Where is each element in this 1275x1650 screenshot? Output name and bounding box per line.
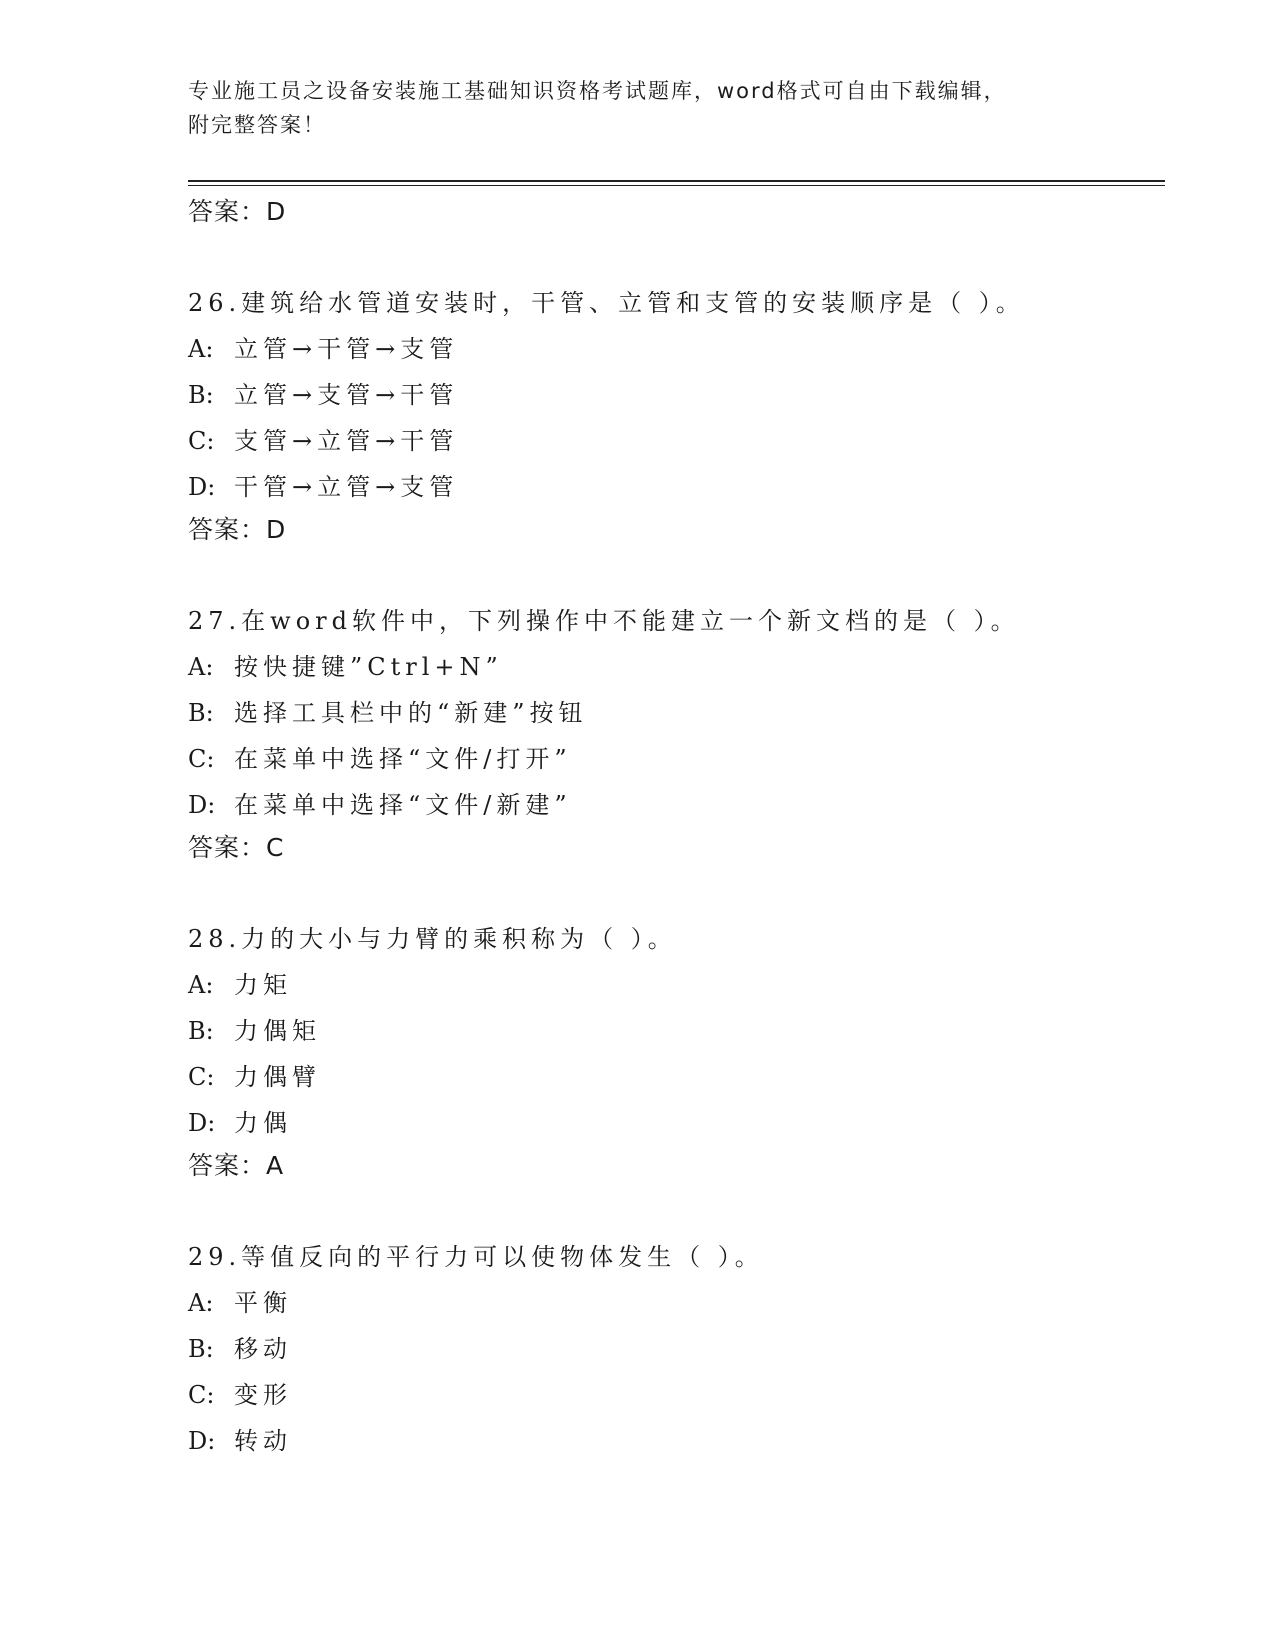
answer-line: 答案：C <box>188 833 285 862</box>
option-b <box>188 1008 1148 1054</box>
option-text: 在菜单中选择“文件/新建” <box>234 791 572 819</box>
option-letter: C: <box>188 1381 215 1409</box>
option-text: 转动 <box>234 1427 292 1455</box>
answer-line: 答案：D <box>188 197 287 226</box>
document-body <box>188 192 1148 1464</box>
option-text: 在菜单中选择“文件/打开” <box>234 745 572 773</box>
answer-line: 答案：A <box>188 1151 285 1180</box>
option-text: 变形 <box>234 1381 292 1409</box>
option-text: 平衡 <box>234 1289 292 1317</box>
option-text: 选择工具栏中的“新建”按钮 <box>234 699 588 727</box>
question-26 <box>188 280 1148 550</box>
question-title: 26.建筑给水管道安装时，干管、立管和支管的安装顺序是（ ）。 <box>188 289 1025 317</box>
option-letter: D: <box>188 1427 216 1455</box>
option-letter: D: <box>188 473 216 501</box>
option-a <box>188 644 1148 690</box>
option-text: 力偶臂 <box>234 1063 321 1091</box>
option-d <box>188 1100 1148 1146</box>
question-title: 29.等值反向的平行力可以使物体发生（ ）。 <box>188 1243 764 1271</box>
option-text: 立管→干管→支管 <box>234 335 459 363</box>
option-c <box>188 1054 1148 1100</box>
document-header <box>188 74 1088 142</box>
option-text: 干管→立管→支管 <box>234 473 459 501</box>
question-28 <box>188 916 1148 1186</box>
option-letter: C: <box>188 427 215 455</box>
option-letter: A: <box>188 971 214 999</box>
header-line-2: 附完整答案！ <box>188 113 326 137</box>
option-letter: B: <box>188 1335 214 1363</box>
option-letter: B: <box>188 699 214 727</box>
option-text: 按快捷键”Ctrl+N” <box>234 653 503 681</box>
option-letter: D: <box>188 791 216 819</box>
option-text: 力偶矩 <box>234 1017 321 1045</box>
option-c <box>188 418 1148 464</box>
option-letter: C: <box>188 745 215 773</box>
option-c <box>188 736 1148 782</box>
option-letter: D: <box>188 1109 216 1137</box>
option-a <box>188 1280 1148 1326</box>
option-letter: B: <box>188 1017 214 1045</box>
option-text: 移动 <box>234 1335 292 1363</box>
option-text: 支管→立管→干管 <box>234 427 459 455</box>
question-27 <box>188 598 1148 868</box>
option-letter: A: <box>188 653 214 681</box>
header-line-1: 专业施工员之设备安装施工基础知识资格考试题库，word格式可自由下载编辑， <box>188 79 1007 103</box>
option-d <box>188 464 1148 510</box>
option-text: 立管→支管→干管 <box>234 381 459 409</box>
question-29 <box>188 1234 1148 1464</box>
option-letter: A: <box>188 1289 214 1317</box>
option-letter: B: <box>188 381 214 409</box>
option-b <box>188 1326 1148 1372</box>
option-d <box>188 1418 1148 1464</box>
question-title: 27.在word软件中，下列操作中不能建立一个新文档的是（ ）。 <box>188 607 1020 635</box>
option-letter: C: <box>188 1063 215 1091</box>
option-text: 力矩 <box>234 971 292 999</box>
option-b <box>188 690 1148 736</box>
option-a <box>188 962 1148 1008</box>
question-title: 28.力的大小与力臂的乘积称为（ ）。 <box>188 925 677 953</box>
option-c <box>188 1372 1148 1418</box>
option-b <box>188 372 1148 418</box>
option-a <box>188 326 1148 372</box>
header-divider <box>188 180 1165 186</box>
answer-line: 答案：D <box>188 515 287 544</box>
option-d <box>188 782 1148 828</box>
option-text: 力偶 <box>234 1109 292 1137</box>
option-letter: A: <box>188 335 214 363</box>
